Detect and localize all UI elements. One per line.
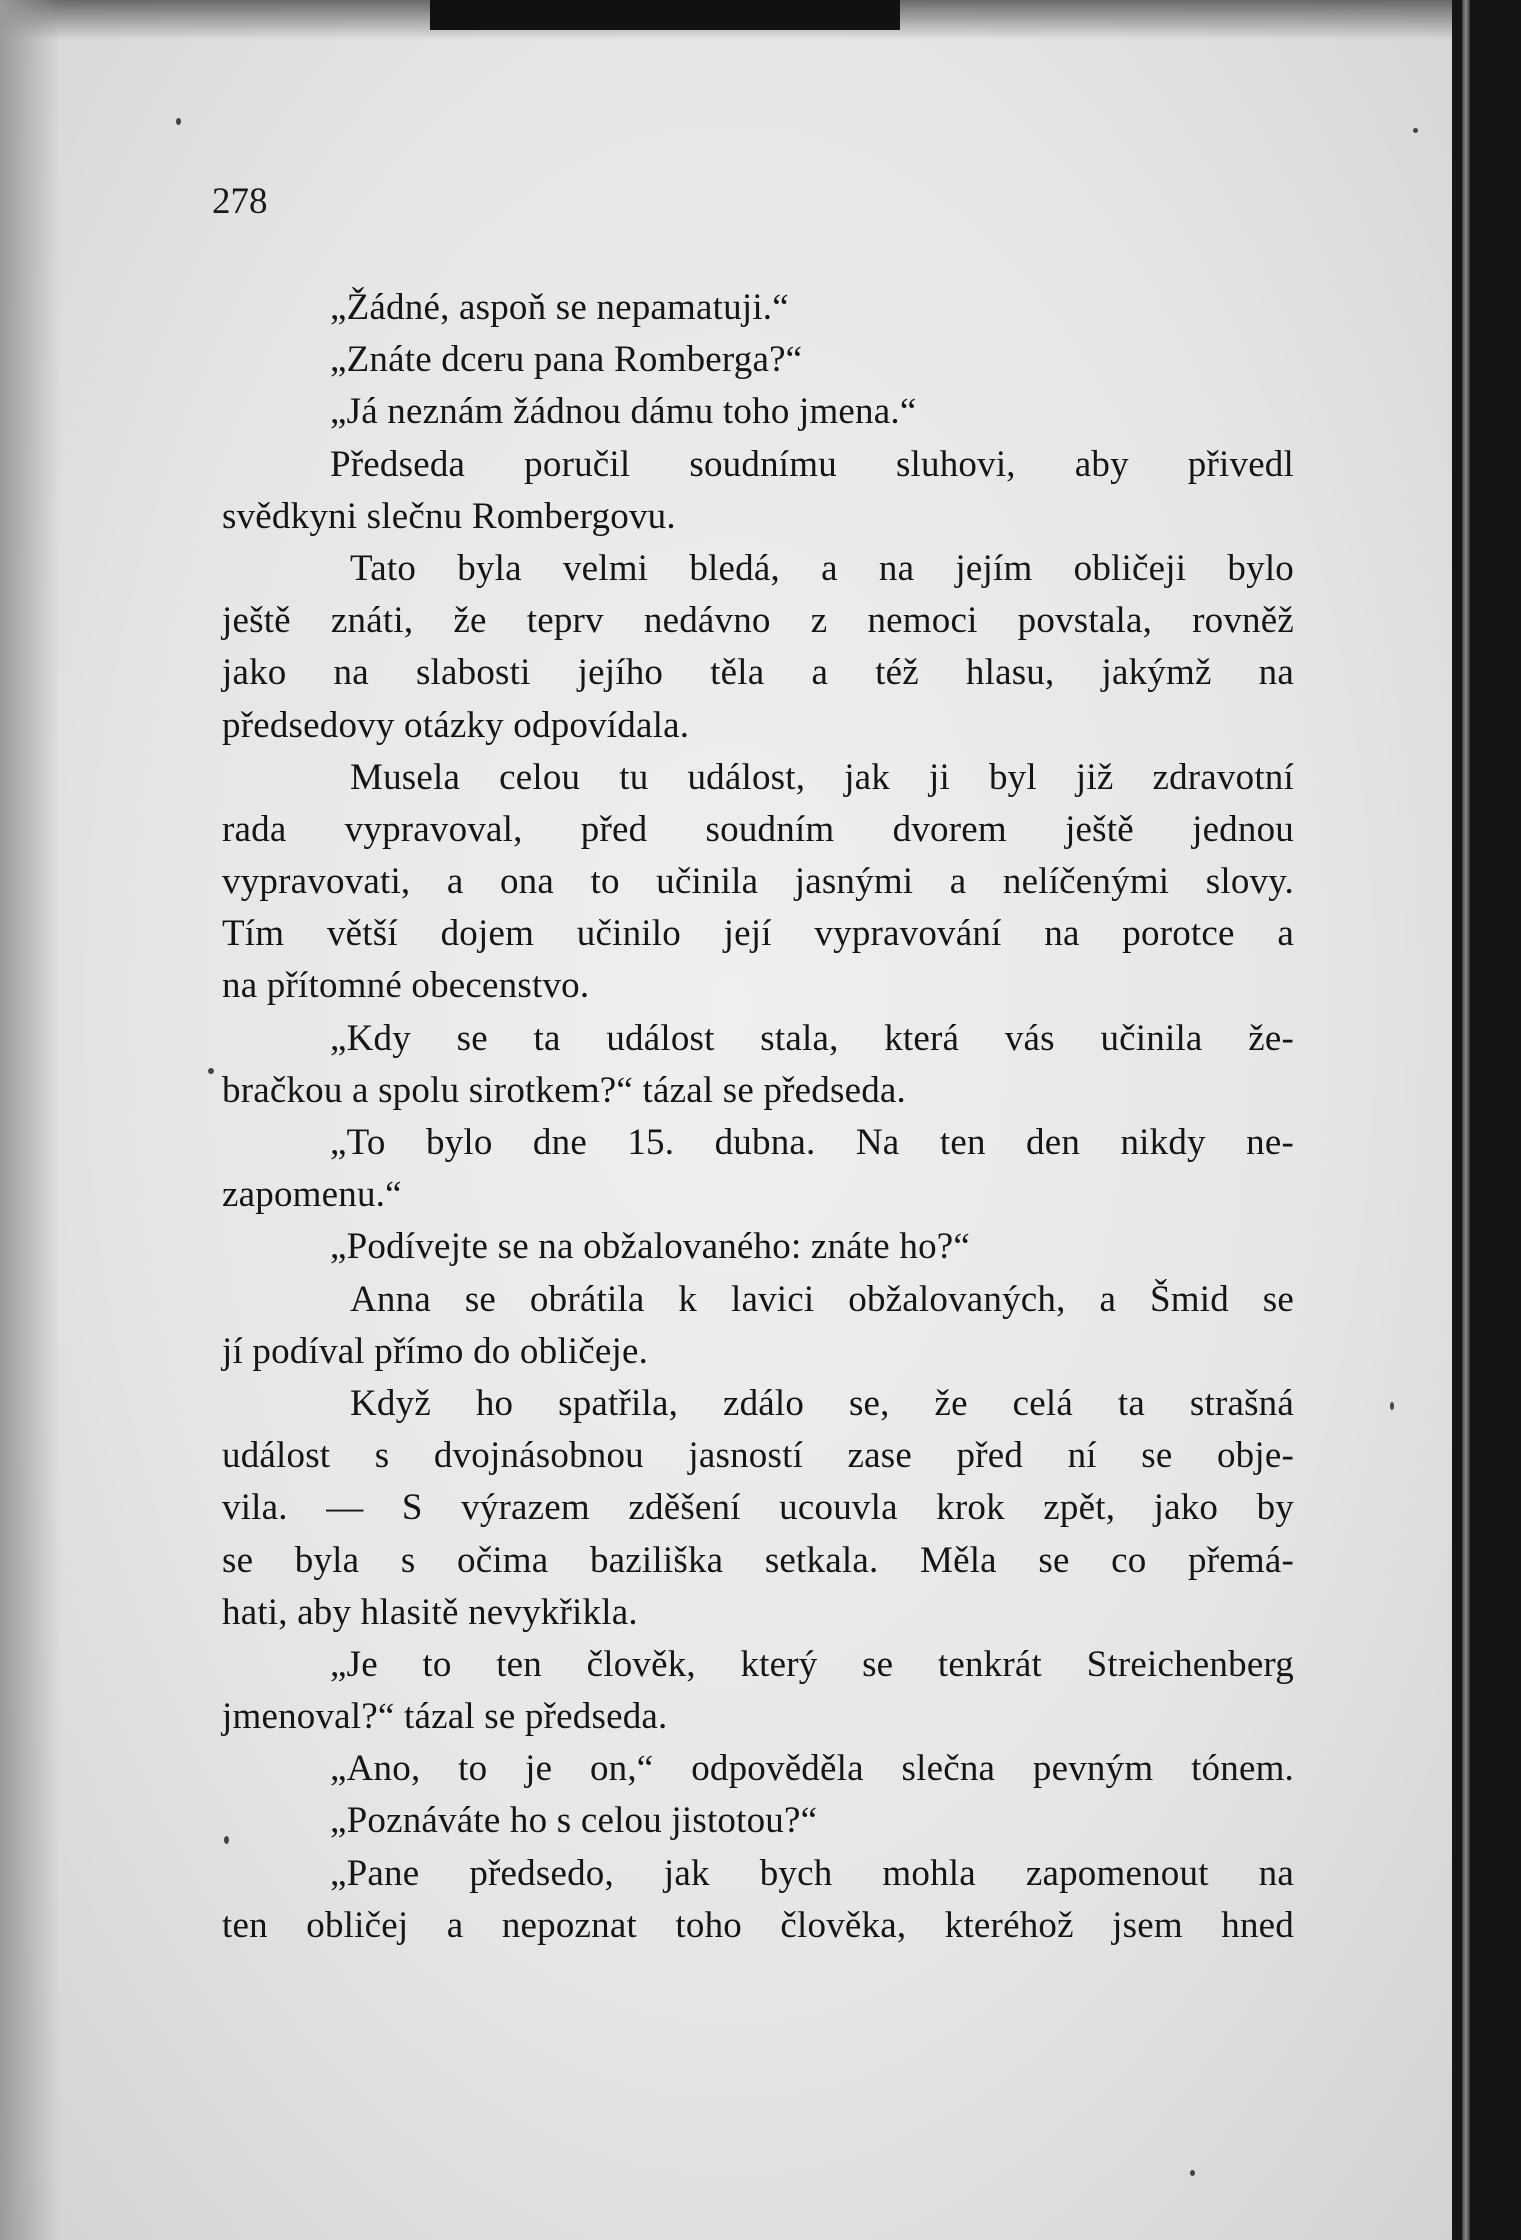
text-line: bračkou a spolu sirotkem?“ tázal se předseda.: [222, 1069, 906, 1111]
text-line: „Žádné, aspoň se nepamatuji.“: [330, 287, 789, 328]
text-line: „Poznáváte ho s celou jistotou?“: [330, 1800, 818, 1842]
text-line: svědkyni slečnu Rombergovu.: [222, 495, 676, 537]
page-text: [222, 282, 1294, 1952]
scan-speck: [1390, 1402, 1394, 1410]
page-number: 278: [212, 181, 268, 222]
text-line: na přítomné obecenstvo.: [222, 965, 590, 1007]
scan-binding-highlight: [1462, 0, 1470, 2240]
text-line: předsedovy otázky odpovídala.: [222, 704, 690, 746]
text-line: „Já neznám žádnou dámu toho jmena.“: [330, 391, 917, 433]
text-line: Musela celou tu událost, jak ji byl již zdravotní: [350, 756, 1294, 798]
scan-speck: [208, 1068, 214, 1074]
text-line: „Pane předsedo, jak bych mohla zapomenout na: [330, 1852, 1294, 1894]
text-line: jako na slabosti jejího těla a též hlasu, jakýmž na: [222, 652, 1294, 694]
scan-top-dark-bar: [430, 0, 900, 30]
text-line: ten obličej a nepoznat toho člověka, kteréhož jsem hned: [222, 1904, 1294, 1946]
scan-left-shading: [0, 0, 60, 2240]
scan-speck: [1413, 128, 1418, 133]
text-line: událost s dvojnásobnou jasností zase před ní se obje-: [222, 1435, 1294, 1477]
text-line: jí podíval přímo do obličeje.: [222, 1330, 649, 1372]
text-line: „Kdy se ta událost stala, která vás učinila že-: [330, 1017, 1294, 1059]
scan-speck: [1190, 2170, 1195, 2176]
text-line: Tato byla velmi bledá, a na jejím obličeji bylo: [350, 547, 1294, 589]
text-line: „Podívejte se na obžalovaného: znáte ho?“: [330, 1226, 971, 1268]
text-line: „Je to ten člověk, který se tenkrát Streichenberg: [330, 1643, 1294, 1685]
text-line: vila. — S výrazem zděšení ucouvla krok zpět, jako by: [222, 1487, 1294, 1529]
text-line: Předseda poručil soudnímu sluhovi, aby přivedl: [330, 443, 1294, 485]
text-line: Anna se obrátila k lavici obžalovaných, a Šmid se: [350, 1278, 1294, 1320]
text-line: „Znáte dceru pana Romberga?“: [330, 339, 803, 381]
text-line: Když ho spatřila, zdálo se, že celá ta strašná: [350, 1382, 1294, 1424]
scan-speck: [176, 118, 181, 125]
text-line: ještě znáti, že teprv nedávno z nemoci povstala, rovněž: [222, 600, 1294, 642]
text-line: Tím větší dojem učinilo její vypravování na porotce a: [222, 913, 1294, 955]
text-line: „Ano, to je on,“ odpověděla slečna pevným tónem.: [330, 1748, 1294, 1790]
text-line: rada vypravoval, před soudním dvorem ještě jednou: [222, 808, 1294, 850]
text-line: vypravovati, a ona to učinila jasnými a nelíčenými slovy.: [222, 861, 1294, 903]
text-line: „To bylo dne 15. dubna. Na ten den nikdy ne-: [330, 1122, 1294, 1163]
text-line: jmenoval?“ tázal se předseda.: [222, 1696, 668, 1738]
text-line: zapomenu.“: [222, 1174, 402, 1216]
text-line: se byla s očima baziliška setkala. Měla se co přemá-: [222, 1539, 1294, 1581]
text-line: hati, aby hlasitě nevykřikla.: [222, 1591, 638, 1633]
scan-speck: [224, 1836, 229, 1844]
